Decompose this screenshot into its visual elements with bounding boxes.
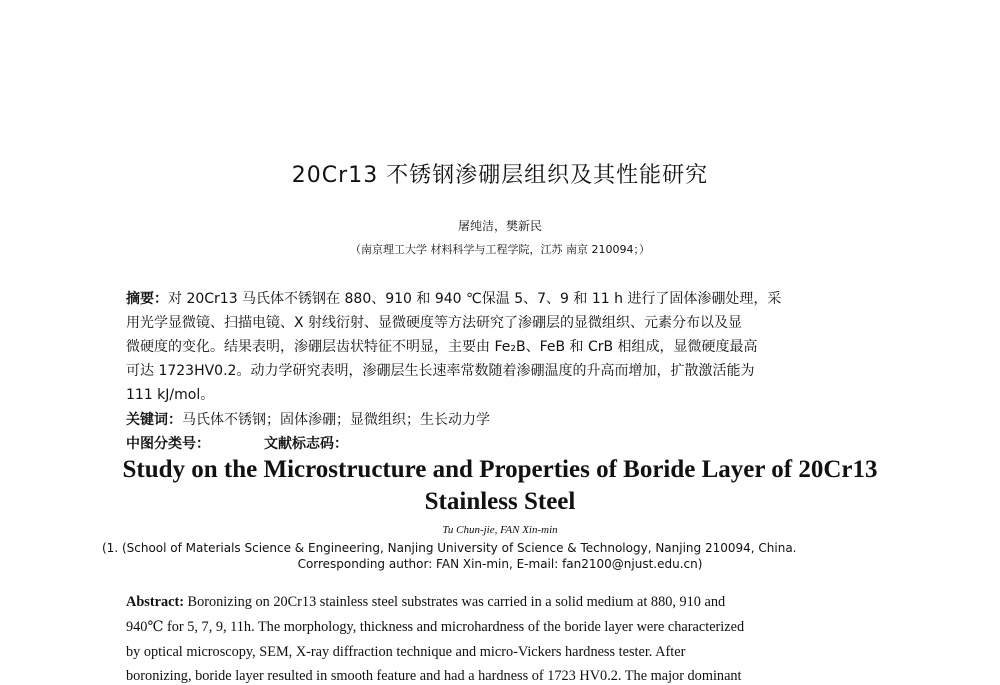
document-code-label: 文献标志码： bbox=[264, 436, 348, 452]
english-title-line-2: Stainless Steel bbox=[424, 488, 576, 515]
english-abstract-label: Abstract: bbox=[126, 594, 184, 610]
chinese-abstract-line: 用光学显微镜、扫描电镜、X 射线衍射、显微硬度等方法研究了渗硼层的显微组织、元素分布以及显 bbox=[126, 315, 743, 331]
english-abstract-line bbox=[126, 594, 725, 611]
chinese-abstract-line: 111 kJ/mol。 bbox=[126, 387, 215, 403]
chinese-abstract-line: 微硬度的变化。结果表明，渗硼层齿状特征不明显，主要由 Fe₂B、FeB 和 CrB 相组成，显微硬度最高 bbox=[126, 339, 758, 355]
english-affiliation-line-1: (1. (School of Materials Science & Engineering, Nanjing University of Science & Technology, Nanjing 210094, China. bbox=[102, 541, 797, 555]
english-affiliation-line-2: Corresponding author: FAN Xin-min, E-mail: fan2100@njust.edu.cn) bbox=[297, 557, 703, 571]
chinese-authors: 屠纯洁，樊新民 bbox=[457, 219, 542, 233]
chinese-affiliation: （南京理工大学 材料科学与工程学院，江苏 南京 210094；） bbox=[350, 243, 650, 256]
chinese-title: 20Cr13 不锈钢渗硼层组织及其性能研究 bbox=[291, 163, 709, 188]
chinese-classification bbox=[126, 433, 348, 453]
english-abstract-text: Boronizing on 20Cr13 stainless steel substrates was carried in a solid medium at 880, 910 and bbox=[187, 594, 726, 610]
chinese-abstract-label: 摘要： bbox=[126, 291, 168, 307]
chinese-keywords bbox=[126, 409, 490, 429]
chinese-keywords-label: 关键词： bbox=[126, 412, 182, 428]
english-title-line-1: Study on the Microstructure and Properties of Boride Layer of 20Cr13 bbox=[122, 456, 878, 483]
clc-label: 中图分类号： bbox=[126, 436, 210, 452]
chinese-abstract-line: 可达 1723HV0.2。动力学研究表明，渗硼层生长速率常数随着渗硼温度的升高而增加，扩散激活能为 bbox=[126, 363, 755, 379]
english-abstract-line: by optical microscopy, SEM, X-ray diffraction technique and micro-Vickers hardness tester. After bbox=[126, 644, 686, 660]
chinese-abstract-line bbox=[126, 288, 781, 308]
chinese-keywords-text: 马氏体不锈钢；固体渗硼；显微组织；生长动力学 bbox=[182, 412, 490, 428]
english-abstract-line: boronizing, boride layer resulted in smooth feature and had a hardness of 1723 HV0.2. The major dominant bbox=[126, 668, 742, 684]
english-authors: Tu Chun-jie, FAN Xin-min bbox=[442, 524, 558, 536]
chinese-abstract-text: 对 20Cr13 马氏体不锈钢在 880、910 和 940 ℃保温 5、7、9 和 11 h 进行了固体渗硼处理，采 bbox=[168, 291, 782, 307]
english-abstract-line: 940℃ for 5, 7, 9, 11h. The morphology, thickness and microhardness of the boride layer were characterized bbox=[126, 619, 745, 635]
